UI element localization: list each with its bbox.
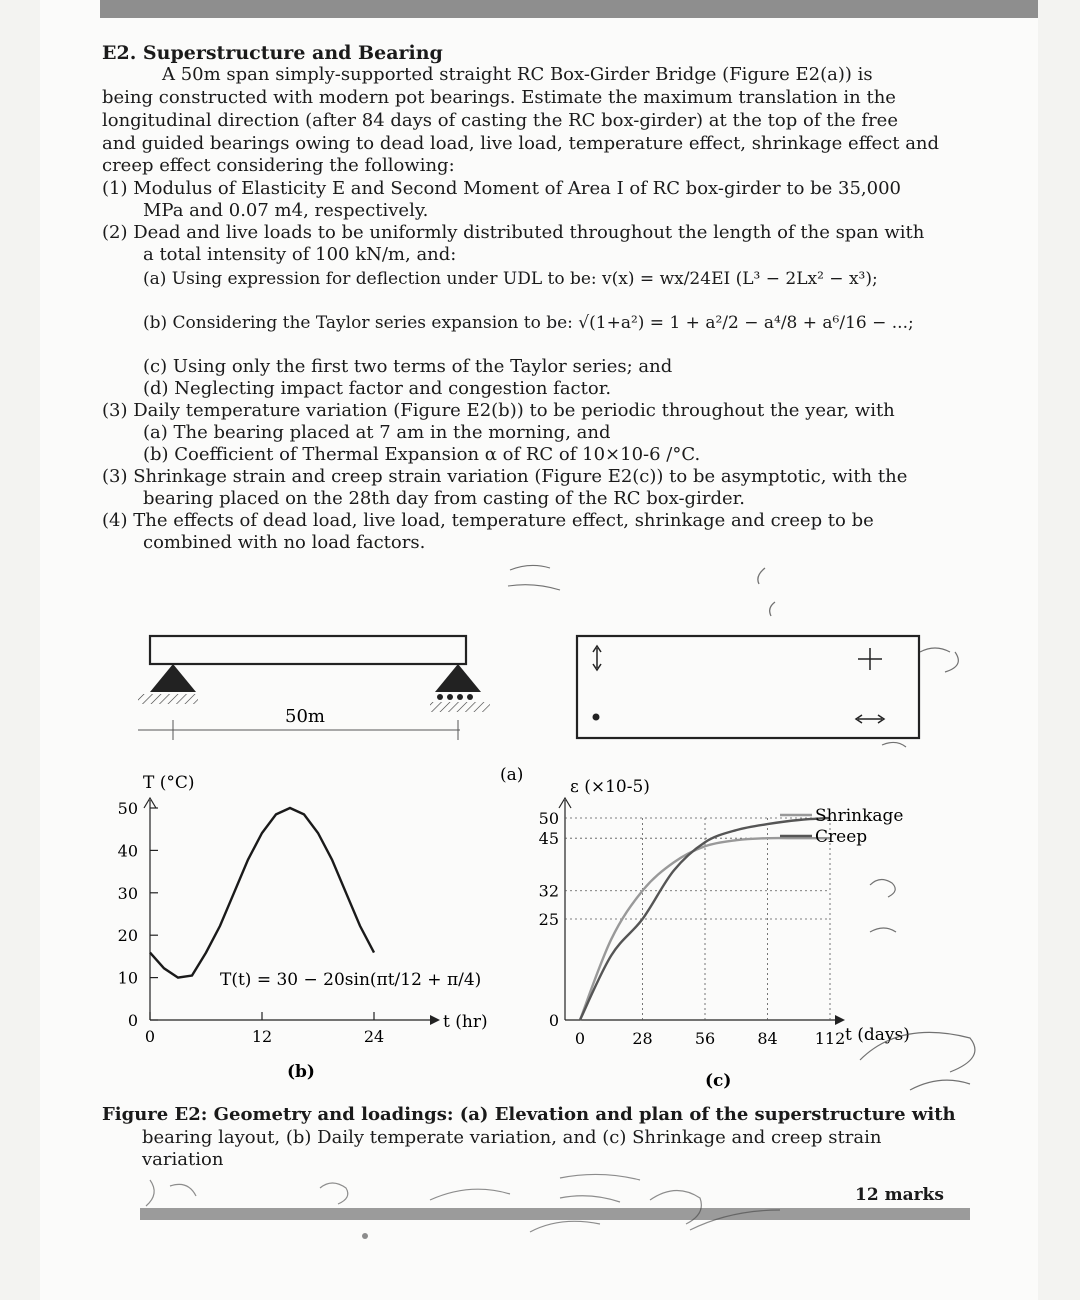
caption-line-2: bearing layout, (b) Daily temperate variation, and (c) Shrinkage and creep strain [142,1127,882,1148]
b-y-axis-label: T (°C) [143,773,195,793]
intro-line-4: and guided bearings owing to dead load, live load, temperature effect, shrinkage effect and [102,133,940,154]
c-y-tick-label: 0 [548,1011,559,1030]
strain-chart [539,777,910,1091]
item-line-1: (1) Modulus of Elasticity E and Second Moment of Area I of RC box-girder to be 35,000 [102,178,902,199]
ground-hatch-right [430,702,490,712]
girder-elevation [150,636,466,664]
item-line-15: combined with no load factors. [143,532,426,553]
legend-creep: Creep [815,827,868,847]
b-x-tick-label: 12 [251,1027,273,1046]
c-y-tick-label: 25 [538,910,559,929]
item-line-2: MPa and 0.07 m4, respectively. [143,200,429,221]
intro-line-3: longitudinal direction (after 84 days of casting the RC box-girder) at the top of the free [102,110,898,131]
intro-line-1: A 50m span simply-supported straight RC Box-Girder Bridge (Figure E2(a)) is [162,64,873,85]
temperature-chart [118,773,488,1082]
pin-support [150,664,196,692]
c-y-tick-label: 50 [538,809,559,828]
top-gray-bar [100,0,1038,18]
temperature-curve [150,808,374,978]
b-y-tick-label: 50 [117,799,138,818]
c-y-tick-label: 32 [538,881,559,901]
item-line-3: (2) Dead and live loads to be uniformly distributed throughout the length of the span with [102,222,925,243]
deck-plan [577,636,919,738]
c-x-tick-label: 84 [757,1029,778,1048]
intro-line-2: being constructed with modern pot bearings. Estimate the maximum translation in the [102,87,896,108]
c-x-axis-label: t (days) [845,1025,910,1045]
question-heading: E2. Superstructure and Bearing [102,42,443,64]
item-line-7: (c) Using only the first two terms of the Taylor series; and [143,356,673,377]
panel-label-a: (a) [500,765,524,785]
b-y-tick-label: 0 [127,1011,138,1030]
item-line-6: (b) Considering the Taylor series expansion to be: √(1+a²) = 1 + a²/2 − a⁴/8 + a⁶/16 − ...; [143,313,914,333]
b-y-tick-label: 30 [117,883,138,903]
b-y-tick-label: 40 [117,841,138,861]
c-x-tick-label: 0 [574,1029,586,1048]
caption-line-1: Figure E2: Geometry and loadings: (a) Elevation and plan of the superstructure with [102,1104,956,1125]
item-line-5: (a) Using expression for deflection under UDL to be: v(x) = wx/24EI (L³ − 2Lx² − x³); [143,269,878,289]
plan-view [577,636,919,738]
item-line-8: (d) Neglecting impact factor and congestion factor. [143,378,612,399]
item-line-4: a total intensity of 100 kN/m, and: [143,244,457,265]
roller-support [435,664,481,692]
b-y-tick-label: 20 [117,926,138,946]
item-line-11: (b) Coefficient of Thermal Expansion α of RC of 10×10-6 /°C. [143,444,701,465]
b-y-tick-label: 10 [117,968,138,988]
c-y-tick-label: 45 [538,829,559,849]
ground-hatch-left [138,694,198,704]
caption-line-3: variation [142,1149,224,1170]
marks-label: 12 marks [855,1185,944,1205]
b-x-tick-label: 0 [144,1027,156,1046]
panel-label-b: (b) [287,1062,315,1082]
legend-shrinkage: Shrinkage [815,806,904,826]
panel-label-c: (c) [705,1071,732,1091]
c-x-tick-label: 28 [632,1029,653,1048]
span-label: 50m [285,706,325,727]
elevation-view [138,636,490,740]
temperature-equation: T(t) = 30 − 20sin(πt/12 + π/4) [220,970,482,990]
c-y-axis-label: ε (×10-5) [570,777,650,797]
intro-line-5: creep effect considering the following: [102,155,455,176]
b-x-tick-label: 24 [363,1027,385,1046]
item-line-9: (3) Daily temperature variation (Figure E2(b)) to be periodic throughout the year, with [102,400,895,421]
b-x-axis-label: t (hr) [443,1012,488,1032]
item-line-10: (a) The bearing placed at 7 am in the morning, and [143,422,611,443]
fixed-bearing [593,714,600,721]
c-x-tick-label: 112 [814,1029,846,1048]
c-x-tick-label: 56 [694,1029,716,1048]
item-line-14: (4) The effects of dead load, live load, temperature effect, shrinkage and creep to be [102,510,874,531]
exam-page [40,0,1038,1300]
figure-e2 [40,560,1038,1100]
item-line-13: bearing placed on the 28th day from casting of the RC box-girder. [143,488,745,509]
bottom-scribbles [130,1170,850,1280]
item-line-12: (3) Shrinkage strain and creep strain variation (Figure E2(c)) to be asymptotic, with the [102,466,908,487]
